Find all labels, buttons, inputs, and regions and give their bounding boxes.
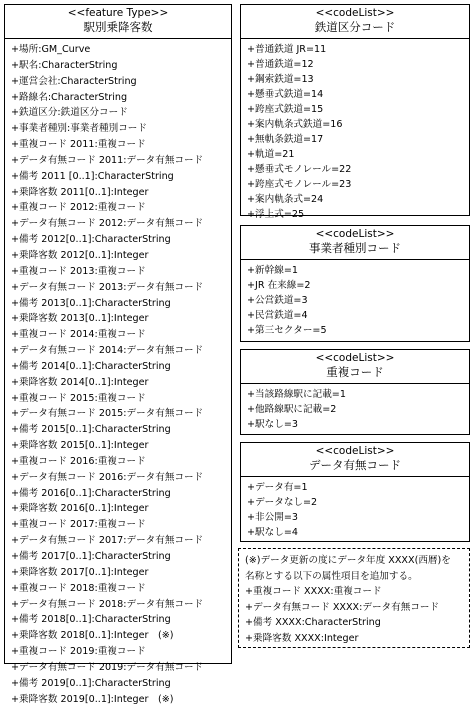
codelist-operator-type-header [241,226,469,260]
feature-attribute: +備考 2011 [0..1]:CharacterString [11,170,174,182]
codelist-data-availability-box [240,442,470,542]
codelist-railway-type-name: 鉄道区分コード [314,20,396,34]
feature-attribute: +データ有無コード 2016:データ有無コード [11,471,204,483]
feature-class-stereotype: <<feature Type>> [67,7,169,19]
feature-attribute: +データ有無コード 2014:データ有無コード [11,345,204,357]
feature-attribute: +乗降客数 2015[0..1]:Integer [11,440,149,452]
feature-attribute: +備考 2016[0..1]:CharacterString [11,487,171,499]
feature-attribute: +鉄道区分:鉄道区分コード [11,107,128,119]
feature-class-attributes [5,39,231,707]
codelist-railway-type-item: +懸垂式モノレール=22 [247,164,352,175]
codelist-duplicate-header [241,350,469,384]
codelist-operator-type-item: +第三セクター=5 [247,325,327,336]
codelist-data-availability-items [241,477,469,540]
codelist-data-availability-item: +データなし=2 [247,497,318,508]
codelist-data-availability-name: データ有無コード [309,458,401,472]
codelist-railway-type-item: +軌道=21 [247,149,295,160]
codelist-railway-type-stereotype: <<codeList>> [315,7,395,19]
codelist-railway-type-item: +無軌条鉄道=17 [247,134,324,145]
feature-attribute: +重複コード 2011:重複コード [11,139,146,151]
codelist-railway-type-item: +鋼索鉄道=13 [247,74,314,85]
feature-attribute: +重複コード 2013:重複コード [11,265,146,277]
feature-attribute: +乗降客数 2011[0..1]:Integer [11,186,149,198]
feature-attribute: +データ有無コード 2017:データ有無コード [11,535,204,547]
codelist-railway-type-item: +普通鉄道 JR=11 [247,44,327,55]
feature-class-header [5,5,231,39]
codelist-railway-type-item: +跨座式モノレール=23 [247,179,352,190]
codelist-data-availability-item: +非公開=3 [247,512,298,523]
feature-attribute: +重複コード 2017:重複コード [11,519,146,531]
feature-attribute: +重複コード 2014:重複コード [11,329,146,341]
note-line: 名称とする以下の属性項目を追加する。 [245,570,418,582]
codelist-data-availability-item: +データ有=1 [247,482,308,493]
note-line: +乗降客数 XXXX:Integer [245,632,359,644]
codelist-operator-type-items [241,260,469,338]
feature-attribute: +乗降客数 2019[0..1]:Integer (※) [11,693,174,705]
codelist-operator-type-item: +新幹線=1 [247,265,298,276]
feature-attribute: +路線名:CharacterString [11,91,128,103]
feature-class-box [4,4,232,705]
codelist-railway-type-item: +懸垂式鉄道=14 [247,89,324,100]
feature-attribute: +乗降客数 2014[0..1]:Integer [11,376,149,388]
codelist-operator-type-item: +公営鉄道=3 [247,295,308,306]
note-box [238,548,470,648]
feature-attribute: +備考 2014[0..1]:CharacterString [11,360,171,372]
note-line: +データ有無コード XXXX:データ有無コード [245,601,440,613]
feature-attribute: +備考 2012[0..1]:CharacterString [11,234,171,246]
feature-attribute: +乗降客数 2016[0..1]:Integer [11,503,149,515]
feature-attribute: +事業者種別:事業者種別コード [11,123,147,135]
feature-attribute: +重複コード 2015:重複コード [11,392,146,404]
codelist-duplicate-items [241,384,469,432]
codelist-duplicate-item: +当該路線駅に記載=1 [247,389,346,400]
feature-attribute: +データ有無コード 2012:データ有無コード [11,218,204,230]
feature-attribute: +データ有無コード 2019:データ有無コード [11,661,204,673]
note-line: +重複コード XXXX:重複コード [245,586,382,597]
codelist-railway-type-item: +案内軌条式鉄道=16 [247,119,343,130]
feature-attribute: +重複コード 2016:重複コード [11,455,146,467]
feature-attribute: +備考 2019[0..1]:CharacterString [11,677,171,689]
feature-attribute: +乗降客数 2012[0..1]:Integer [11,249,149,261]
feature-attribute: +運営会社:CharacterString [11,75,137,87]
feature-attribute: +備考 2015[0..1]:CharacterString [11,424,171,436]
feature-attribute: +重複コード 2012:重複コード [11,202,146,214]
feature-attribute: +駅名:CharacterString [11,59,118,71]
codelist-railway-type-items [241,39,469,222]
codelist-operator-type-item: +民営鉄道=4 [247,310,308,321]
codelist-duplicate-item: +駅なし=3 [247,419,298,430]
note-line: +備考 XXXX:CharacterString [245,617,381,628]
codelist-data-availability-stereotype: <<codeList>> [315,445,395,457]
feature-attribute: +重複コード 2019:重複コード [11,646,146,658]
feature-attribute: +データ有無コード 2018:データ有無コード [11,598,204,610]
codelist-railway-type-box [240,4,470,220]
note-line: (※)データ更新の度にデータ年度 XXXX(西暦)を [245,555,451,566]
codelist-railway-type-item: +案内軌条式=24 [247,194,324,205]
feature-class-name: 駅別乗降客数 [83,20,153,34]
feature-attribute: +データ有無コード 2011:データ有無コード [11,154,204,166]
feature-attribute: +乗降客数 2018[0..1]:Integer (※) [11,630,174,642]
feature-attribute: +場所:GM_Curve [11,44,91,55]
codelist-operator-type-stereotype: <<codeList>> [315,228,395,240]
feature-attribute: +備考 2013[0..1]:CharacterString [11,297,171,309]
codelist-duplicate-item: +他路線駅に記載=2 [247,404,337,415]
codelist-duplicate-name: 重複コード [326,365,384,379]
codelist-railway-type-item: +普通鉄道=12 [247,59,314,70]
feature-attribute: +備考 2018[0..1]:CharacterString [11,614,171,626]
feature-attribute: +データ有無コード 2013:データ有無コード [11,281,204,293]
feature-attribute: +重複コード 2018:重複コード [11,582,146,594]
feature-attribute: +備考 2017[0..1]:CharacterString [11,551,171,562]
codelist-data-availability-header [241,443,469,477]
codelist-operator-type-name: 事業者種別コード [309,241,401,255]
codelist-operator-type-box [240,225,470,342]
codelist-railway-type-item: +跨座式鉄道=15 [247,104,324,115]
feature-attribute: +乗降客数 2013[0..1]:Integer [11,313,149,325]
codelist-railway-type-item: +浮上式=25 [247,209,305,220]
feature-attribute: +乗降客数 2017[0..1]:Integer [11,566,149,578]
codelist-data-availability-item: +駅なし=4 [247,527,298,538]
codelist-duplicate-stereotype: <<codeList>> [315,352,395,364]
codelist-duplicate-box [240,349,470,435]
feature-attribute: +データ有無コード 2015:データ有無コード [11,408,204,420]
codelist-railway-type-header [241,5,469,39]
codelist-operator-type-item: +JR 在来線=2 [247,280,311,291]
